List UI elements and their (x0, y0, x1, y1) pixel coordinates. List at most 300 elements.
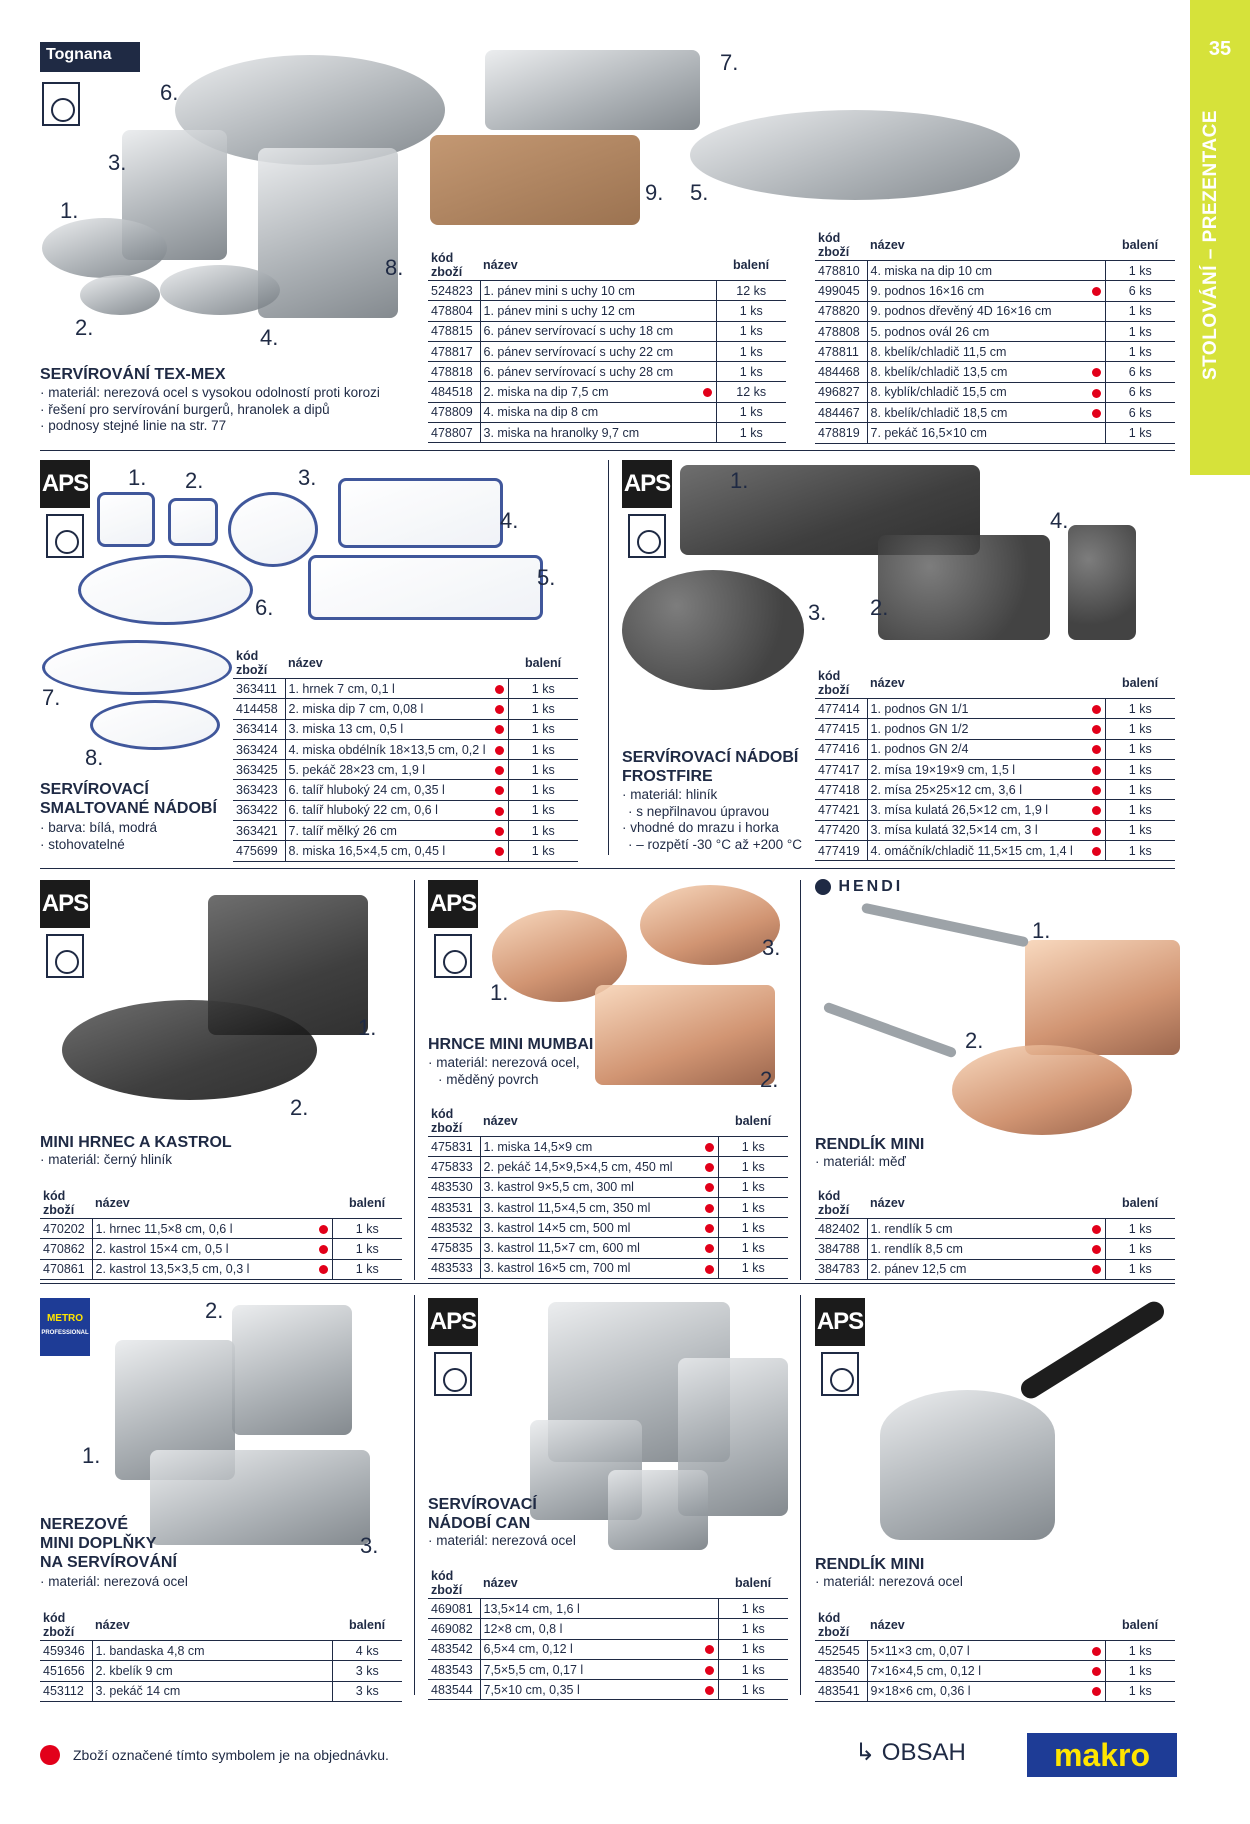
table-row (233, 719, 578, 739)
product-name: 4. miska obdélník 18×13,5 cm, 0,2 l (285, 739, 492, 759)
product-name: 13,5×14 cm, 1,6 l (480, 1599, 702, 1619)
product-code: 478804 (428, 301, 480, 321)
table-row (815, 301, 1175, 321)
product-image-bucket-2 (232, 1305, 352, 1435)
label-3: 3. (360, 1533, 379, 1558)
table-row (815, 362, 1175, 382)
product-image-cooler-4 (1068, 525, 1136, 640)
label-5: 5. (690, 180, 709, 205)
product-name: 2. kbelík 9 cm (92, 1661, 316, 1681)
product-table-can (428, 1568, 788, 1700)
divider (608, 460, 609, 855)
order-flag (316, 1259, 332, 1279)
product-code: 475831 (428, 1137, 480, 1157)
column-header-code: kód zboží (815, 230, 867, 261)
product-name: 2. kastrol 13,5×3,5 cm, 0,3 l (92, 1259, 316, 1279)
product-name: 6,5×4 cm, 0,12 l (480, 1639, 702, 1659)
order-dot-icon (1092, 1245, 1101, 1254)
product-table-nerez (40, 1610, 402, 1702)
return-arrow-icon: ↳ (855, 1739, 876, 1766)
table-row (815, 1239, 1175, 1259)
product-image-bowl-8 (90, 700, 220, 750)
product-name: 2. pánev 12,5 cm (867, 1259, 1089, 1279)
product-pack: 1 ks (718, 1197, 788, 1217)
label-3: 3. (762, 935, 781, 960)
order-dot-icon (1092, 827, 1101, 836)
column-header-code: kód zboží (815, 1610, 867, 1641)
product-code: 483530 (428, 1177, 480, 1197)
product-name: 3. mísa kulatá 26,5×12 cm, 1,9 l (867, 800, 1089, 820)
handle (1017, 1298, 1168, 1402)
table-row (40, 1661, 402, 1681)
order-dot-icon (705, 1183, 714, 1192)
product-name: 3. miska 13 cm, 0,5 l (285, 719, 492, 739)
column-header-dot (316, 1610, 332, 1641)
mumbai-bullets: · materiál: nerezová ocel, · měděný povrch (428, 1055, 580, 1088)
minipot-bullets: · materiál: černý hliník (40, 1152, 172, 1169)
order-flag (1089, 342, 1105, 362)
order-flag (492, 760, 508, 780)
column-header-pack: balení (1105, 230, 1175, 261)
product-pack: 6 ks (1105, 362, 1175, 382)
product-name: 5×11×3 cm, 0,07 l (867, 1641, 1089, 1661)
label-3: 3. (808, 600, 827, 625)
order-dot-icon (1092, 368, 1101, 377)
table-row (428, 1258, 788, 1278)
product-pack: 1 ks (718, 1258, 788, 1278)
order-flag (1089, 1641, 1105, 1661)
product-code: 478819 (815, 423, 867, 443)
product-name: 5. podnos ovál 26 cm (867, 321, 1089, 341)
product-code: 484467 (815, 403, 867, 423)
table-row (40, 1219, 402, 1239)
order-dot-icon (495, 847, 504, 856)
product-name: 1. hrnek 7 cm, 0,1 l (285, 679, 492, 699)
table-row (428, 1659, 788, 1679)
table-header (815, 230, 1175, 261)
product-pack: 1 ks (1105, 301, 1175, 321)
column-header-pack: balení (332, 1188, 402, 1219)
product-pack: 1 ks (1105, 1239, 1175, 1259)
label-5: 5. (537, 565, 556, 590)
order-dot-icon (705, 1244, 714, 1253)
product-code: 384783 (815, 1259, 867, 1279)
order-flag (1089, 1239, 1105, 1259)
section-title-can: SERVÍROVACÍ NÁDOBÍ CAN (428, 1496, 537, 1532)
column-header-code: kód zboží (428, 1568, 480, 1599)
product-code: 478815 (428, 321, 480, 341)
product-name: 2. pekáč 14,5×9,5×4,5 cm, 450 ml (480, 1157, 702, 1177)
product-code: 483543 (428, 1659, 480, 1679)
texmex-bullets: · materiál: nerezová ocel s vysokou odolností proti korozi · řešení pro servírování burgerů, hranolek a dipů · podnosy stejné linie na str. 77 (40, 385, 380, 435)
order-flag (316, 1661, 332, 1681)
product-pack: 1 ks (1105, 342, 1175, 362)
order-flag (702, 1639, 718, 1659)
product-code: 469082 (428, 1619, 480, 1639)
order-flag (1089, 423, 1105, 443)
label-1: 1. (358, 1015, 377, 1040)
label-4: 4. (1050, 508, 1069, 533)
aps-logo: APS (40, 880, 90, 928)
product-pack: 1 ks (718, 1177, 788, 1197)
product-name: 2. mísa 25×25×12 cm, 3,6 l (867, 780, 1089, 800)
product-image-casserole-2 (62, 1000, 317, 1100)
product-image-dip-2 (168, 498, 218, 546)
order-dot-icon (705, 1163, 714, 1172)
product-code: 475835 (428, 1238, 480, 1258)
product-pack: 6 ks (1105, 403, 1175, 423)
hendi-logo: HENDI (815, 878, 903, 896)
column-header-name: název (867, 1188, 1089, 1219)
section-title-frostfire: SERVÍROVACÍ NÁDOBÍ FROSTFIRE (622, 749, 799, 785)
product-pack: 1 ks (718, 1659, 788, 1679)
order-dot-icon (1092, 705, 1101, 714)
label-1: 1. (60, 198, 79, 223)
table-header (428, 1106, 788, 1137)
product-pack: 1 ks (718, 1619, 788, 1639)
order-flag (700, 423, 716, 443)
order-flag (316, 1641, 332, 1661)
order-flag (700, 382, 716, 402)
section-title-nerez: NEREZOVÉ MINI DOPLŇKY NA SERVÍROVÁNÍ (40, 1516, 177, 1571)
table-row (815, 1259, 1175, 1279)
product-name: 8. kbelík/chladič 18,5 cm (867, 403, 1089, 423)
product-name: 3. mísa kulatá 32,5×14 cm, 3 l (867, 820, 1089, 840)
product-pack: 1 ks (508, 800, 578, 820)
product-pack: 1 ks (716, 423, 786, 443)
product-code: 363423 (233, 780, 285, 800)
product-image-roaster-5 (308, 555, 543, 620)
order-flag (1089, 820, 1105, 840)
order-dot-icon (705, 1265, 714, 1274)
product-pack: 1 ks (1105, 820, 1175, 840)
table-row (428, 1639, 788, 1659)
order-dot-icon (1092, 766, 1101, 775)
product-code: 478810 (815, 261, 867, 281)
product-code: 363414 (233, 719, 285, 739)
table-row (815, 423, 1175, 443)
product-name: 1. pánev mini s uchy 12 cm (480, 301, 700, 321)
product-pack: 3 ks (332, 1661, 402, 1681)
table-row (40, 1681, 402, 1701)
enamel-bullets: · barva: bílá, modrá · stohovatelné (40, 820, 157, 853)
product-pack: 6 ks (1105, 382, 1175, 402)
product-code: 483541 (815, 1681, 867, 1701)
section-title-texmex: SERVÍROVÁNÍ TEX-MEX (40, 366, 226, 383)
product-name: 8. kyblík/chladič 15,5 cm (867, 382, 1089, 402)
table-row (815, 321, 1175, 341)
table-row (428, 1197, 788, 1217)
dishwasher-icon (434, 1352, 472, 1396)
product-code: 478820 (815, 301, 867, 321)
table-row (233, 679, 578, 699)
product-table-enamel (233, 648, 578, 862)
divider (800, 880, 801, 1280)
product-code: 482402 (815, 1219, 867, 1239)
table-row (815, 281, 1175, 301)
section-title-rendlik-steel: RENDLÍK MINI (815, 1556, 925, 1573)
aps-logo: APS (428, 1298, 478, 1346)
product-code: 483532 (428, 1218, 480, 1238)
table-row (233, 821, 578, 841)
rendlik-copper-bullets: · materiál: měď (815, 1154, 906, 1171)
obsah-link[interactable]: ↳ OBSAH (855, 1739, 966, 1766)
section-title-enamel: SERVÍROVACÍ SMALTOVANÉ NÁDOBÍ (40, 781, 217, 817)
product-code: 453112 (40, 1681, 92, 1701)
column-header-dot (702, 1568, 718, 1599)
column-header-code: kód zboží (40, 1188, 92, 1219)
order-dot-icon (495, 827, 504, 836)
product-pack: 1 ks (718, 1238, 788, 1258)
column-header-name: název (480, 1106, 702, 1137)
table-row (233, 760, 578, 780)
product-pack: 1 ks (1105, 1661, 1175, 1681)
table-row (815, 800, 1175, 820)
dishwasher-icon (821, 1352, 859, 1396)
product-code: 477416 (815, 739, 867, 759)
label-1: 1. (82, 1443, 101, 1468)
table-row (815, 1681, 1175, 1701)
product-pack: 1 ks (1105, 1219, 1175, 1239)
order-flag (492, 719, 508, 739)
table-row (428, 1177, 788, 1197)
order-flag (1089, 800, 1105, 820)
tognana-logo: Tognana (40, 42, 140, 72)
label-7: 7. (720, 50, 739, 75)
order-flag (700, 301, 716, 321)
order-flag (1089, 281, 1105, 301)
order-dot-icon (495, 786, 504, 795)
product-name: 3. miska na hranolky 9,7 cm (480, 423, 700, 443)
product-name: 1. podnos GN 2/4 (867, 739, 1089, 759)
product-table-texmex-2 (815, 230, 1175, 444)
product-name: 1. podnos GN 1/2 (867, 719, 1089, 739)
order-flag (492, 679, 508, 699)
column-header-pack: balení (332, 1610, 402, 1641)
order-flag (492, 841, 508, 861)
product-pack: 1 ks (1105, 759, 1175, 779)
product-code: 477418 (815, 780, 867, 800)
product-pack: 1 ks (716, 301, 786, 321)
product-code: 470202 (40, 1219, 92, 1239)
column-header-name: název (92, 1610, 316, 1641)
section-title-rendlik-copper: RENDLÍK MINI (815, 1136, 925, 1153)
product-image-roaster-2 (595, 985, 775, 1085)
label-7: 7. (42, 685, 61, 710)
product-image-plate-7 (42, 640, 232, 695)
product-table-mumbai (428, 1106, 788, 1279)
product-code: 451656 (40, 1661, 92, 1681)
order-dot-legend-icon (40, 1745, 60, 1765)
product-pack: 3 ks (332, 1681, 402, 1701)
product-name: 1. hrnec 11,5×8 cm, 0,6 l (92, 1219, 316, 1239)
product-pack: 1 ks (332, 1219, 402, 1239)
product-table-rendlik-steel (815, 1610, 1175, 1702)
table-row (233, 780, 578, 800)
order-flag (1089, 739, 1105, 759)
product-pack: 1 ks (508, 780, 578, 800)
product-pack: 1 ks (508, 760, 578, 780)
product-name: 6. talíř hluboký 24 cm, 0,35 l (285, 780, 492, 800)
order-dot-icon (319, 1245, 328, 1254)
order-dot-icon (1092, 806, 1101, 815)
product-pack: 1 ks (1105, 719, 1175, 739)
order-dot-icon (1092, 409, 1101, 418)
dishwasher-icon (434, 934, 472, 978)
table-row (428, 362, 786, 382)
order-dot-icon (705, 1666, 714, 1675)
label-2: 2. (965, 1028, 984, 1053)
divider (414, 880, 415, 1280)
table-header (428, 1568, 788, 1599)
table-row (428, 1137, 788, 1157)
product-image-pan-1 (42, 218, 167, 278)
column-header-code: kód zboží (233, 648, 285, 679)
order-dot-icon (705, 1645, 714, 1654)
product-pack: 1 ks (718, 1157, 788, 1177)
dishwasher-icon (46, 934, 84, 978)
order-dot-icon (1092, 1687, 1101, 1696)
product-name: 1. rendlík 8,5 cm (867, 1239, 1089, 1259)
order-dot-icon (1092, 389, 1101, 398)
order-flag (700, 281, 716, 301)
product-image-casserole-3 (640, 885, 780, 965)
product-pack: 1 ks (1105, 841, 1175, 861)
product-name: 3. kastrol 14×5 cm, 500 ml (480, 1218, 702, 1238)
table-row (428, 1238, 788, 1258)
product-pack: 1 ks (1105, 800, 1175, 820)
product-pack: 6 ks (1105, 281, 1175, 301)
product-table-minipot (40, 1188, 402, 1280)
product-name: 3. kastrol 11,5×7 cm, 600 ml (480, 1238, 702, 1258)
order-dot-icon (495, 685, 504, 694)
product-image-roaster-3 (150, 1450, 370, 1545)
order-flag (492, 699, 508, 719)
section-title-mumbai: HRNCE MINI MUMBAI (428, 1036, 594, 1053)
product-code: 470861 (40, 1259, 92, 1279)
hendi-logo-mark (815, 879, 831, 895)
order-flag (702, 1137, 718, 1157)
product-code: 483542 (428, 1639, 480, 1659)
section-title-minipot: MINI HRNEC A KASTROL (40, 1134, 232, 1151)
column-header-dot (316, 1188, 332, 1219)
product-pack: 1 ks (508, 739, 578, 759)
label-2: 2. (870, 595, 889, 620)
product-image-pan-2 (952, 1045, 1132, 1135)
product-name: 6. pánev servírovací s uchy 22 cm (480, 341, 700, 361)
product-code: 363421 (233, 821, 285, 841)
product-code: 363422 (233, 800, 285, 820)
product-pack: 1 ks (332, 1239, 402, 1259)
table-row (428, 1157, 788, 1177)
label-8: 8. (385, 255, 404, 280)
divider (40, 450, 1175, 451)
order-dot-icon (705, 1224, 714, 1233)
order-dot-icon (1092, 1667, 1101, 1676)
order-flag (702, 1680, 718, 1700)
label-1: 1. (730, 468, 749, 493)
aps-logo: APS (40, 460, 90, 508)
table-row (815, 382, 1175, 402)
order-dot-icon (1092, 287, 1101, 296)
order-flag (1089, 719, 1105, 739)
product-pack: 1 ks (1105, 261, 1175, 281)
product-pack: 1 ks (716, 321, 786, 341)
table-header (815, 1610, 1175, 1641)
table-row (428, 1619, 788, 1639)
product-image-mug-1 (97, 492, 155, 547)
table-header (40, 1610, 402, 1641)
product-code: 484468 (815, 362, 867, 382)
order-dot-icon (703, 388, 712, 397)
table-row (428, 321, 786, 341)
product-image-bowl-3 (228, 492, 318, 567)
order-flag (1089, 362, 1105, 382)
product-name: 12×8 cm, 0,8 l (480, 1619, 702, 1639)
column-header-dot (700, 250, 716, 281)
product-pack: 1 ks (508, 699, 578, 719)
column-header-code: kód zboží (815, 668, 867, 699)
product-image-plate-6 (78, 555, 253, 625)
column-header-name: název (867, 230, 1089, 261)
product-code: 478811 (815, 342, 867, 362)
column-header-pack: balení (1105, 1610, 1175, 1641)
product-pack: 1 ks (1105, 739, 1175, 759)
order-flag (492, 739, 508, 759)
rendlik-steel-bullets: · materiál: nerezová ocel (815, 1574, 963, 1591)
label-2: 2. (290, 1095, 309, 1120)
column-header-pack: balení (718, 1568, 788, 1599)
product-code: 478809 (428, 402, 480, 422)
product-code: 484518 (428, 382, 480, 402)
label-6: 6. (255, 595, 274, 620)
product-pack: 1 ks (508, 679, 578, 699)
order-dot-icon (705, 1143, 714, 1152)
product-code: 477419 (815, 841, 867, 861)
order-flag (702, 1599, 718, 1619)
aps-logo: APS (815, 1298, 865, 1346)
nerez-bullets: · materiál: nerezová ocel (40, 1574, 188, 1591)
table-row (233, 841, 578, 861)
order-flag (1089, 321, 1105, 341)
table-header (40, 1188, 402, 1219)
product-code: 478817 (428, 341, 480, 361)
frostfire-bullets: · materiál: hliník · s nepřilnavou úpravou · vhodné do mrazu i horka · – rozpětí -30 °C až +200 °C (622, 787, 802, 853)
order-dot-icon (705, 1204, 714, 1213)
makro-logo: makro (1027, 1733, 1177, 1777)
product-pack: 1 ks (718, 1599, 788, 1619)
product-image-oval-5 (690, 110, 1020, 200)
product-pack: 12 ks (716, 382, 786, 402)
table-row (815, 719, 1175, 739)
order-dot-icon (495, 766, 504, 775)
table-header (233, 648, 578, 679)
product-image-dish-4 (338, 478, 503, 548)
section-sidebar (1190, 0, 1250, 475)
column-header-code: kód zboží (40, 1610, 92, 1641)
column-header-pack: balení (508, 648, 578, 679)
table-row (428, 382, 786, 402)
product-code: 499045 (815, 281, 867, 301)
order-flag (702, 1659, 718, 1679)
product-name: 2. miska na dip 7,5 cm (480, 382, 700, 402)
divider (40, 1283, 1175, 1284)
label-2: 2. (75, 315, 94, 340)
column-header-dot (702, 1106, 718, 1137)
product-code: 414458 (233, 699, 285, 719)
product-code: 469081 (428, 1599, 480, 1619)
column-header-pack: balení (1105, 1188, 1175, 1219)
